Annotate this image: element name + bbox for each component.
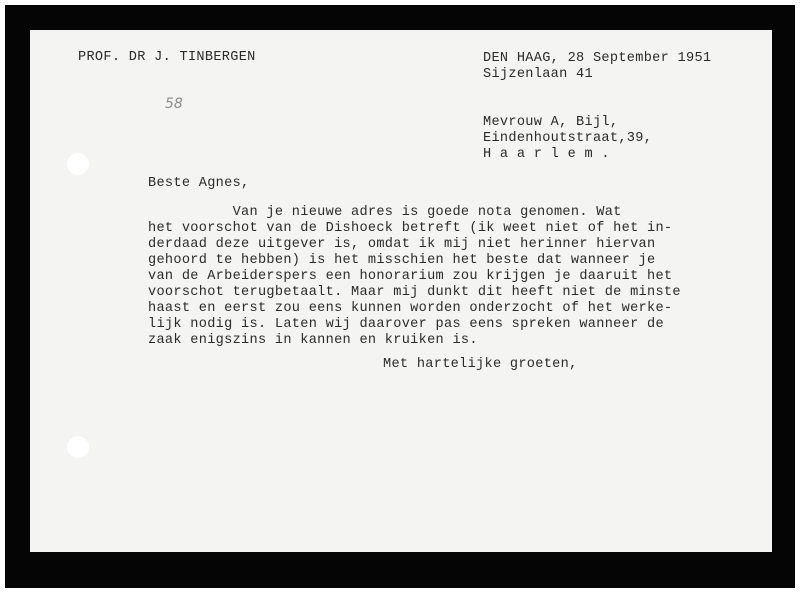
- recipient-name: Mevrouw A, Bijl,: [483, 115, 619, 130]
- place-date: DEN HAAG, 28 September 1951: [483, 51, 712, 66]
- closing: Met hartelijke groeten,: [383, 357, 578, 372]
- body-line: haast en eerst zou eens kunnen worden onderzocht of het werke-: [148, 301, 673, 316]
- body-line: derdaad deze uitgever is, omdat ik mij niet herinner hiervan: [148, 237, 656, 252]
- recipient-street: Eindenhoutstraat,39,: [483, 131, 653, 146]
- sender-name: PROF. DR J. TINBERGEN: [78, 50, 256, 65]
- body-line: gehoord te hebben) is het misschien het beste dat wanneer je: [148, 253, 656, 268]
- punch-hole-top: [67, 153, 89, 175]
- body-line: zaak enigszins in kannen en kruiken is.: [148, 333, 478, 348]
- body-line: het voorschot van de Dishoeck betreft (ik weet niet of het in-: [148, 221, 673, 236]
- body-line: voorschot terugbetaalt. Maar mij dunkt dit heeft niet de minste: [148, 285, 681, 300]
- recipient-city: H a a r l e m .: [483, 147, 610, 162]
- body-line: Van je nieuwe adres is goede nota genomen. Wat: [148, 205, 622, 220]
- salutation: Beste Agnes,: [148, 176, 250, 191]
- sender-address: Sijzenlaan 41: [483, 67, 593, 82]
- body-line: lijk nodig is. Laten wij daarover pas eens spreken wanneer de: [148, 317, 664, 332]
- punch-hole-bottom: [67, 436, 89, 458]
- body-line: van de Arbeiderspers een honorarium zou krijgen je daaruit het: [148, 269, 673, 284]
- archive-number: 58: [165, 96, 183, 112]
